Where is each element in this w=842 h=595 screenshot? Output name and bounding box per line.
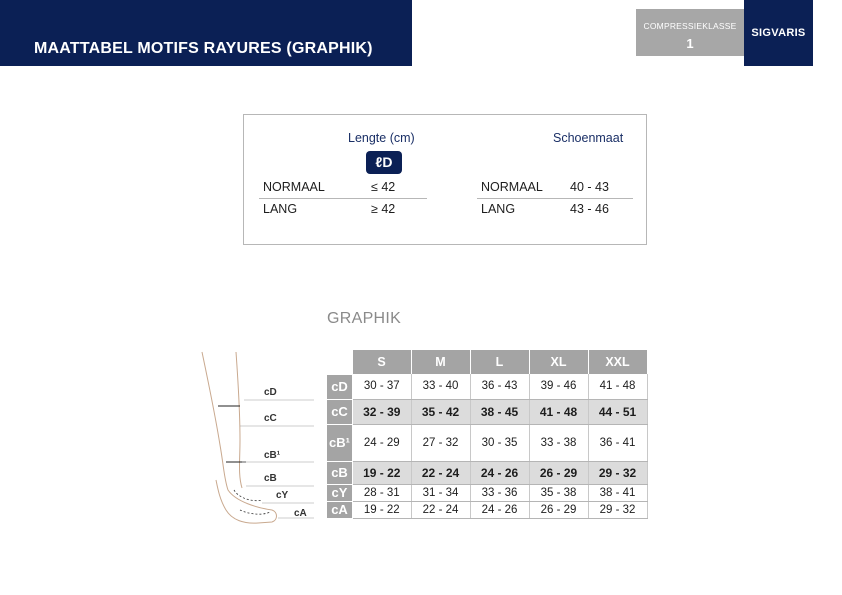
compression-class-label: COMPRESSIEKLASSE	[643, 21, 737, 31]
table-cell: 41 - 48	[529, 399, 588, 424]
divider	[259, 198, 427, 199]
row-code: cA	[327, 501, 353, 518]
size-header-xl: XL	[529, 350, 588, 374]
table-cell: 39 - 46	[529, 374, 588, 399]
table-cell: 28 - 31	[353, 484, 412, 501]
table-cell: 24 - 29	[353, 424, 412, 461]
table-cell: 36 - 43	[470, 374, 529, 399]
row-code: cB¹	[327, 424, 353, 461]
size-header-l: L	[470, 350, 529, 374]
leg-label-cd: cD	[264, 387, 277, 398]
leg-label-cb: cB	[264, 473, 277, 484]
length-header: Lengte (cm)	[348, 131, 415, 145]
shoe-row-label: LANG	[481, 202, 516, 216]
table-cell: 35 - 38	[529, 484, 588, 501]
table-cell: 27 - 32	[411, 424, 470, 461]
table-cell: 44 - 51	[588, 399, 647, 424]
table-corner	[327, 350, 353, 374]
length-info-box	[243, 114, 647, 245]
compression-class-value: 1	[686, 36, 694, 51]
table-cell: 33 - 40	[411, 374, 470, 399]
table-cell: 30 - 35	[470, 424, 529, 461]
table-cell: 24 - 26	[470, 501, 529, 518]
table-cell: 38 - 41	[588, 484, 647, 501]
row-code: cY	[327, 484, 353, 501]
table-row	[327, 461, 647, 484]
leg-label-cb1: cB¹	[264, 450, 281, 461]
size-table	[327, 350, 648, 519]
table-row	[327, 501, 647, 518]
shoe-row-label: NORMAAL	[481, 180, 543, 194]
shoe-row-value: 43 - 46	[570, 202, 609, 216]
section-title: GRAPHIK	[327, 310, 402, 327]
table-cell: 33 - 38	[529, 424, 588, 461]
table-cell: 32 - 39	[353, 399, 412, 424]
table-cell: 24 - 26	[470, 461, 529, 484]
size-header-s: S	[353, 350, 412, 374]
table-cell: 36 - 41	[588, 424, 647, 461]
table-cell: 22 - 24	[411, 501, 470, 518]
length-symbol-badge: ℓD	[366, 151, 402, 174]
table-row	[327, 484, 647, 501]
leg-label-cc: cC	[264, 413, 277, 424]
leg-outline-icon	[196, 350, 320, 530]
table-cell: 22 - 24	[411, 461, 470, 484]
table-cell: 26 - 29	[529, 461, 588, 484]
table-row	[327, 399, 647, 424]
row-code: cB	[327, 461, 353, 484]
row-code: cD	[327, 374, 353, 399]
divider	[477, 198, 633, 199]
shoe-row-value: 40 - 43	[570, 180, 609, 194]
shoe-size-header: Schoenmaat	[553, 131, 624, 145]
brand-logo: SIGVARIS	[744, 0, 813, 66]
table-cell: 33 - 36	[470, 484, 529, 501]
table-row	[327, 374, 647, 399]
table-cell: 31 - 34	[411, 484, 470, 501]
length-row-value: ≤ 42	[371, 180, 396, 194]
table-cell: 35 - 42	[411, 399, 470, 424]
size-header-m: M	[411, 350, 470, 374]
compression-class-box	[636, 9, 744, 56]
table-cell: 29 - 32	[588, 461, 647, 484]
size-header-xxl: XXL	[588, 350, 647, 374]
leg-label-cy: cY	[276, 490, 289, 501]
row-code: cC	[327, 399, 353, 424]
length-row-label: NORMAAL	[263, 180, 325, 194]
table-cell: 38 - 45	[470, 399, 529, 424]
table-cell: 26 - 29	[529, 501, 588, 518]
table-cell: 19 - 22	[353, 461, 412, 484]
table-cell: 30 - 37	[353, 374, 412, 399]
length-row-value: ≥ 42	[371, 202, 396, 216]
table-cell: 41 - 48	[588, 374, 647, 399]
table-cell: 29 - 32	[588, 501, 647, 518]
table-cell: 19 - 22	[353, 501, 412, 518]
length-row-label: LANG	[263, 202, 298, 216]
table-row	[327, 424, 647, 461]
page-title: MAATTABEL MOTIFS RAYURES (GRAPHIK)	[34, 40, 373, 57]
leg-diagram	[196, 350, 320, 530]
leg-label-ca: cA	[294, 508, 307, 519]
